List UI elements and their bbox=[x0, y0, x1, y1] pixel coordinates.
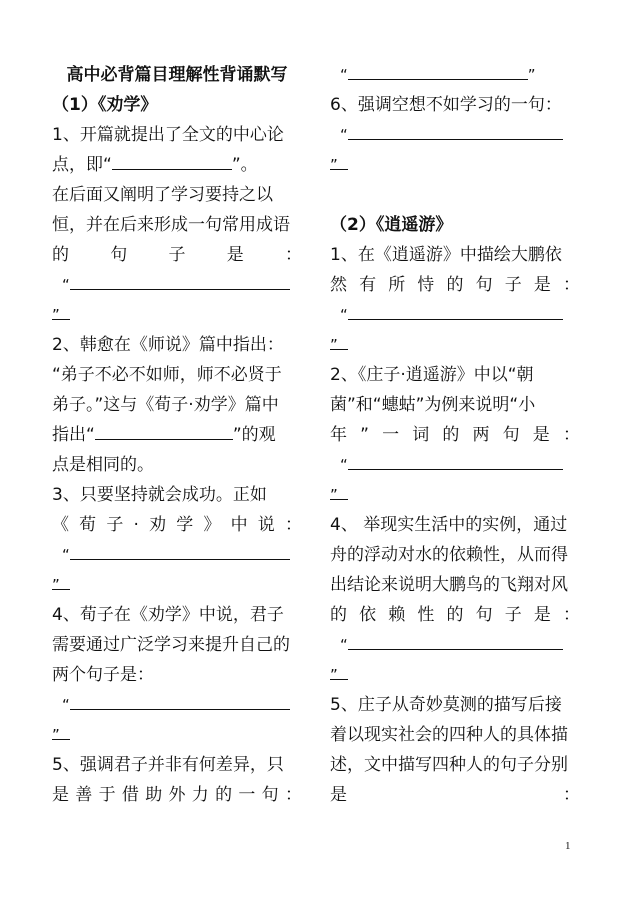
answer-line: “ bbox=[52, 540, 302, 570]
question-text: 1、在《逍遥游》中描绘大鹏依 bbox=[330, 245, 562, 265]
question-text: 4、 举现实生活中的实例，通过 bbox=[330, 515, 568, 535]
question-text: 需要通过广泛学习来提升自己的 bbox=[52, 635, 290, 655]
question-text: 恒，并在后来形成一句常用成语 bbox=[52, 215, 290, 235]
question-text: 舟的浮动对水的依赖性，从而得 bbox=[330, 545, 568, 565]
answer-line: “ bbox=[330, 120, 580, 150]
question-text: 在后面又阐明了学习要持之以 bbox=[52, 185, 273, 205]
question-text: 6、强调空想不如学习的一句： bbox=[330, 95, 562, 115]
question-text: 4、荀子在《劝学》中说，君子 bbox=[52, 605, 284, 625]
question-text: 年 ” 一 词 的 两 句 是 ： bbox=[330, 425, 580, 445]
answer-blank[interactable] bbox=[348, 631, 563, 650]
question-text: 《 荀 子 · 劝 学 》 中 说 ： bbox=[52, 515, 302, 535]
question-text: 点是相同的。 bbox=[52, 455, 154, 475]
question-text: 着以现实社会的四种人的具体描 bbox=[330, 725, 568, 745]
answer-close: ” bbox=[330, 330, 580, 360]
question-text: 2、《庄子·逍遥游》中以“朝 bbox=[330, 365, 534, 385]
question-text: 弟子。”这与《荀子·劝学》篇中 bbox=[52, 395, 279, 415]
answer-blank[interactable] bbox=[112, 151, 232, 170]
question-text: 指出“ ”的观 bbox=[52, 420, 302, 450]
answer-line: “ bbox=[330, 450, 580, 480]
question-text: 两个句子是： bbox=[52, 665, 154, 685]
text: 点，即“ bbox=[52, 155, 112, 175]
answer-line: “ bbox=[52, 270, 302, 300]
answer-blank[interactable] bbox=[348, 61, 528, 80]
question-text: 的 句 子 是 ： bbox=[52, 245, 302, 265]
answer-close: ” bbox=[330, 150, 580, 180]
answer-close: ” bbox=[52, 570, 302, 600]
question-text: 的 依 赖 性 的 句 子 是 ： bbox=[330, 605, 580, 625]
answer-line: “ bbox=[52, 690, 302, 720]
question-text: 述，文中描写四种人的句子分别 bbox=[330, 755, 568, 775]
question-text: “弟子不必不如师，师不必贤于 bbox=[52, 365, 282, 385]
answer-blank[interactable] bbox=[348, 121, 563, 140]
answer-line: “ bbox=[330, 630, 580, 660]
section-heading-quanxue: （1）《劝学》 bbox=[52, 95, 158, 115]
answer-blank[interactable] bbox=[70, 271, 290, 290]
question-text: 然 有 所 恃 的 句 子 是 ： bbox=[330, 275, 580, 295]
answer-close: ” bbox=[330, 660, 580, 690]
question-text bbox=[52, 150, 302, 180]
question-text: 菌”和“蟪蛄”为例来说明“小 bbox=[330, 395, 536, 415]
text: ”。 bbox=[231, 155, 258, 175]
answer-blank[interactable] bbox=[70, 541, 290, 560]
right-column bbox=[330, 60, 580, 810]
answer-close: ” bbox=[52, 300, 302, 330]
question-text: 2、韩愈在《师说》篇中指出： bbox=[52, 335, 284, 355]
page-number: 1 bbox=[565, 840, 571, 852]
answer-close: ” bbox=[52, 720, 302, 750]
question-text: 是 ： bbox=[330, 785, 580, 805]
answer-blank[interactable] bbox=[348, 451, 563, 470]
answer-close: ” bbox=[330, 480, 580, 510]
question-text: 3、只要坚持就会成功。正如 bbox=[52, 485, 267, 505]
question-text: 出结论来说明大鹏鸟的飞翔对风 bbox=[330, 575, 568, 595]
question-text: 5、庄子从奇妙莫测的描写后接 bbox=[330, 695, 562, 715]
answer-line: “ ” bbox=[330, 60, 580, 90]
answer-line: “ bbox=[330, 300, 580, 330]
answer-blank[interactable] bbox=[95, 421, 233, 440]
left-column bbox=[52, 60, 302, 810]
page-title: 高中必背篇目理解性背诵默写 bbox=[66, 65, 288, 85]
answer-blank[interactable] bbox=[348, 301, 563, 320]
question-text: 5、强调君子并非有何差异，只 bbox=[52, 755, 284, 775]
section-heading-xiaoyaoyou: （2）《逍遥游》 bbox=[330, 215, 453, 235]
answer-blank[interactable] bbox=[70, 691, 290, 710]
question-text: 是 善 于 借 助 外 力 的 一 句 ： bbox=[52, 785, 302, 805]
question-text: 1、开篇就提出了全文的中心论 bbox=[52, 125, 284, 145]
